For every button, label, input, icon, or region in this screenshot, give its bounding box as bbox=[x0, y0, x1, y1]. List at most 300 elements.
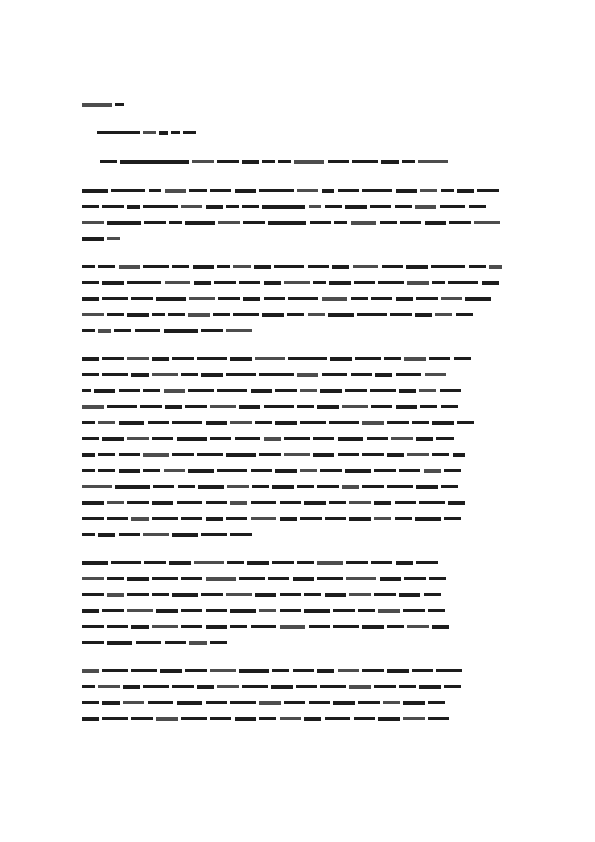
pixelated-word bbox=[230, 609, 256, 613]
pixelated-word bbox=[169, 561, 191, 565]
pixelated-word bbox=[239, 405, 261, 409]
pixelated-word bbox=[425, 221, 447, 225]
pixelated-word bbox=[403, 717, 425, 720]
pixelated-word bbox=[345, 205, 367, 209]
pixelated-word bbox=[407, 625, 429, 628]
pixelated-word bbox=[264, 297, 286, 300]
pixelated-word bbox=[278, 160, 291, 163]
pixelated-word bbox=[239, 669, 269, 673]
pixelated-word bbox=[82, 609, 99, 613]
pixelated-word bbox=[82, 501, 104, 505]
pixelated-word bbox=[82, 517, 104, 520]
pixelated-word bbox=[177, 701, 203, 705]
pixelated-word bbox=[181, 517, 203, 520]
pixelated-word bbox=[275, 469, 297, 473]
pixelated-word bbox=[449, 221, 471, 224]
pixelated-word bbox=[164, 469, 186, 472]
pixelated-word bbox=[325, 517, 347, 520]
pixelated-word bbox=[226, 593, 252, 596]
pixelated-word bbox=[431, 265, 465, 268]
pixelated-word bbox=[308, 313, 325, 316]
pixelated-word bbox=[374, 517, 391, 520]
pixelated-word bbox=[82, 103, 112, 107]
pixelated-word bbox=[243, 297, 260, 301]
pixelated-word bbox=[251, 625, 277, 628]
pixelated-word bbox=[272, 561, 294, 564]
pixelated-word bbox=[119, 265, 141, 269]
pixelated-word bbox=[268, 221, 307, 225]
pixelated-word bbox=[201, 329, 223, 332]
pixelated-word bbox=[375, 373, 392, 377]
pixelated-word bbox=[441, 297, 463, 300]
pixelated-word bbox=[97, 131, 140, 134]
pixelated-word bbox=[420, 405, 437, 408]
pixelated-word bbox=[457, 421, 474, 424]
pixelated-word bbox=[349, 685, 371, 689]
pixelated-word bbox=[284, 281, 310, 284]
pixelated-word bbox=[217, 469, 247, 472]
pixelated-word bbox=[304, 593, 321, 596]
pixelated-word bbox=[354, 717, 376, 720]
pixelated-word bbox=[107, 237, 120, 240]
pixelated-word bbox=[210, 405, 236, 408]
pixelated-word bbox=[313, 453, 335, 457]
pixelated-word bbox=[98, 469, 115, 472]
pixelated-word bbox=[230, 625, 247, 628]
pixelated-word bbox=[156, 717, 178, 721]
pixelated-word bbox=[242, 205, 259, 208]
pixelated-word bbox=[328, 160, 350, 163]
pixelated-word bbox=[193, 265, 215, 269]
pixelated-word bbox=[271, 685, 293, 689]
pixelated-word bbox=[300, 469, 317, 472]
pixelated-word bbox=[396, 189, 418, 193]
pixelated-word bbox=[280, 501, 302, 504]
pixelated-word bbox=[107, 517, 129, 520]
pixelated-word bbox=[206, 701, 228, 704]
pixelated-word bbox=[329, 501, 346, 504]
pixelated-word bbox=[469, 205, 486, 208]
pixelated-word bbox=[264, 437, 281, 441]
pixelated-word bbox=[416, 437, 433, 441]
pixelated-word bbox=[444, 517, 461, 520]
pixelated-word bbox=[102, 701, 119, 705]
pixelated-word bbox=[274, 265, 304, 268]
pixelated-word bbox=[404, 577, 426, 580]
pixelated-word bbox=[328, 313, 354, 317]
pixelated-word bbox=[296, 685, 318, 688]
pixelated-word bbox=[322, 297, 348, 301]
pixelated-word bbox=[255, 421, 272, 424]
pixelated-word bbox=[159, 131, 168, 135]
pixelated-word bbox=[177, 437, 207, 441]
pixelated-word bbox=[382, 265, 404, 268]
pixelated-word bbox=[127, 609, 153, 612]
pixelated-word bbox=[123, 685, 140, 689]
pixelated-word bbox=[148, 701, 174, 704]
pixelated-word bbox=[235, 189, 257, 193]
pixelated-word bbox=[351, 297, 368, 300]
pixelated-word bbox=[396, 373, 422, 376]
pixelated-word bbox=[94, 389, 116, 393]
pixelated-word bbox=[198, 485, 224, 489]
pixelated-word bbox=[172, 685, 194, 688]
pixelated-word bbox=[425, 373, 447, 376]
pixelated-word bbox=[82, 533, 95, 536]
pixelated-word bbox=[284, 437, 310, 440]
pixelated-word bbox=[436, 437, 453, 440]
pixelated-word bbox=[178, 485, 195, 488]
pixelated-word bbox=[259, 609, 276, 612]
pixelated-word bbox=[387, 669, 409, 673]
pixelated-word bbox=[418, 160, 448, 163]
pixelated-word bbox=[98, 421, 115, 424]
pixelated-word bbox=[448, 501, 465, 505]
pixelated-word bbox=[119, 421, 145, 425]
pixelated-word bbox=[102, 437, 124, 441]
pixelated-word bbox=[342, 405, 368, 408]
pixelated-word bbox=[320, 469, 342, 472]
pixelated-word bbox=[143, 533, 169, 536]
pixelated-word bbox=[259, 453, 281, 456]
pixelated-word bbox=[107, 501, 124, 504]
pixelated-word bbox=[330, 357, 352, 361]
pixelated-word bbox=[165, 405, 182, 409]
pixelated-word bbox=[210, 717, 232, 720]
pixelated-word bbox=[177, 501, 203, 504]
pixelated-word bbox=[102, 609, 124, 612]
pixelated-word bbox=[217, 265, 230, 268]
pixelated-word bbox=[304, 501, 326, 505]
pixelated-word bbox=[82, 373, 99, 376]
pixelated-word bbox=[201, 593, 223, 596]
pixelated-word bbox=[264, 405, 294, 408]
pixelated-word bbox=[399, 685, 416, 688]
pixelated-word bbox=[374, 593, 396, 596]
pixelated-word bbox=[226, 517, 248, 520]
pixelated-word bbox=[448, 281, 478, 284]
pixelated-word bbox=[123, 701, 145, 704]
pixelated-word bbox=[218, 221, 240, 224]
pixelated-word bbox=[164, 389, 186, 393]
pixelated-word bbox=[111, 561, 141, 564]
pixelated-word bbox=[194, 561, 224, 564]
pixelated-word bbox=[403, 609, 425, 612]
pixelated-word bbox=[416, 485, 438, 489]
pixelated-word bbox=[243, 221, 265, 224]
pixelated-word bbox=[262, 205, 305, 209]
pixelated-word bbox=[374, 469, 396, 472]
pixelated-word bbox=[82, 669, 99, 673]
pixelated-word bbox=[362, 189, 392, 192]
pixelated-word bbox=[213, 313, 230, 316]
pixelated-word bbox=[210, 641, 227, 644]
pixelated-word bbox=[188, 389, 214, 392]
pixelated-word bbox=[482, 281, 499, 285]
pixelated-word bbox=[82, 421, 95, 424]
pixelated-word bbox=[226, 205, 239, 208]
pixelated-word bbox=[349, 517, 371, 521]
pixelated-word bbox=[197, 357, 227, 360]
pixelated-word bbox=[280, 593, 302, 596]
pixelated-word bbox=[131, 517, 148, 521]
pixelated-word bbox=[82, 437, 99, 440]
pixelated-word bbox=[156, 297, 186, 301]
pixelated-word bbox=[82, 329, 95, 332]
pixelated-word bbox=[119, 533, 141, 536]
pixelated-word bbox=[107, 405, 137, 408]
pixelated-word bbox=[297, 189, 319, 192]
pixelated-word bbox=[349, 593, 371, 596]
pixelated-word bbox=[268, 577, 290, 580]
pixelated-word bbox=[300, 517, 322, 520]
pixelated-word bbox=[304, 717, 321, 721]
pixelated-word bbox=[189, 189, 206, 192]
pixelated-word bbox=[102, 205, 124, 208]
pixelated-word bbox=[320, 389, 342, 393]
pixelated-word bbox=[280, 717, 302, 720]
pixelated-word bbox=[172, 357, 194, 360]
pixelated-word bbox=[115, 485, 149, 489]
pixelated-word bbox=[378, 717, 400, 721]
pixelated-word bbox=[395, 517, 412, 520]
pixelated-word bbox=[82, 389, 91, 392]
pixelated-word bbox=[338, 437, 364, 441]
pixelated-word bbox=[293, 669, 315, 672]
pixelated-word bbox=[107, 313, 124, 316]
pixelated-word bbox=[127, 357, 149, 360]
pixelated-word bbox=[172, 265, 189, 268]
pixelated-word bbox=[119, 389, 141, 392]
pixelated-word bbox=[82, 717, 99, 721]
pixelated-word bbox=[206, 501, 228, 504]
pixelated-word bbox=[396, 561, 413, 565]
pixelated-word bbox=[477, 189, 499, 192]
pixelated-word bbox=[333, 625, 359, 628]
pixelated-word bbox=[210, 669, 236, 672]
pixelated-word bbox=[115, 103, 124, 106]
pixelated-word bbox=[98, 453, 115, 456]
pixelated-word bbox=[469, 265, 486, 268]
pixelated-word bbox=[217, 389, 247, 392]
pixelated-word bbox=[127, 313, 149, 317]
pixelated-word bbox=[98, 329, 111, 333]
pixelated-word bbox=[251, 517, 277, 520]
pixelated-word bbox=[235, 717, 257, 721]
pixelated-word bbox=[143, 205, 177, 208]
pixelated-word bbox=[143, 685, 169, 688]
pixelated-word bbox=[333, 701, 355, 705]
pixelated-word bbox=[262, 313, 284, 317]
pixelated-word bbox=[233, 313, 259, 316]
pixelated-word bbox=[131, 669, 157, 672]
pixelated-word bbox=[310, 221, 332, 224]
pixelated-word bbox=[98, 265, 115, 268]
pixelated-word bbox=[374, 685, 396, 688]
pixelated-word bbox=[153, 485, 175, 488]
pixelated-word bbox=[474, 221, 500, 224]
pixelated-word bbox=[82, 297, 99, 301]
pixelated-word bbox=[332, 265, 349, 269]
pixelated-word bbox=[192, 160, 214, 163]
pixelated-word bbox=[82, 685, 95, 688]
pixelated-word bbox=[259, 701, 281, 705]
pixelated-word bbox=[127, 593, 149, 596]
pixelated-word bbox=[127, 281, 161, 284]
pixelated-word bbox=[189, 641, 206, 645]
pixelated-word bbox=[457, 189, 474, 193]
pixelated-word bbox=[353, 265, 379, 268]
pixelated-word bbox=[131, 717, 153, 720]
pixelated-word bbox=[297, 373, 319, 377]
pixelated-word bbox=[380, 577, 402, 581]
pixelated-word bbox=[181, 373, 198, 376]
pixelated-word bbox=[107, 625, 129, 628]
pixelated-word bbox=[362, 485, 384, 488]
pixelated-word bbox=[342, 485, 359, 489]
pixelated-word bbox=[489, 265, 502, 269]
pixelated-word bbox=[171, 131, 180, 134]
pixelated-word bbox=[272, 669, 289, 672]
pixelated-word bbox=[119, 469, 141, 473]
pixelated-word bbox=[272, 485, 294, 489]
pixelated-word bbox=[362, 669, 384, 672]
pixelated-word bbox=[107, 577, 124, 580]
pixelated-word bbox=[407, 281, 429, 285]
pixelated-word bbox=[362, 421, 384, 425]
pixelated-word bbox=[416, 297, 438, 300]
pixelated-word bbox=[325, 205, 342, 208]
pixelated-word bbox=[230, 357, 252, 361]
pixelated-word bbox=[206, 517, 223, 521]
pixelated-word bbox=[188, 469, 214, 473]
pixelated-word bbox=[371, 561, 393, 564]
pixelated-word bbox=[143, 265, 169, 268]
pixelated-word bbox=[333, 609, 355, 612]
pixelated-word bbox=[217, 685, 239, 688]
pixelated-word bbox=[325, 717, 351, 720]
pixelated-word bbox=[185, 221, 215, 225]
pixelated-word bbox=[82, 281, 99, 284]
pixelated-word bbox=[230, 701, 256, 704]
pixelated-word bbox=[143, 131, 156, 134]
pixelated-word bbox=[259, 373, 293, 376]
pixelated-word bbox=[127, 577, 149, 581]
pixelated-word bbox=[82, 485, 112, 488]
pixelated-word bbox=[275, 421, 297, 425]
pixelated-word bbox=[82, 237, 104, 241]
pixelated-word bbox=[338, 453, 360, 456]
pixelated-word bbox=[247, 561, 269, 565]
pixelated-word bbox=[317, 577, 343, 580]
pixelated-word bbox=[432, 453, 449, 456]
pixelated-word bbox=[135, 329, 161, 332]
pixelated-word bbox=[358, 701, 380, 704]
pixelated-word bbox=[329, 421, 359, 424]
pixelated-word bbox=[251, 501, 277, 504]
pixelated-word bbox=[82, 561, 108, 565]
pixelated-word bbox=[387, 421, 409, 424]
pixelated-word bbox=[440, 389, 462, 392]
pixelated-word bbox=[143, 389, 160, 392]
pixelated-word bbox=[358, 609, 375, 612]
pixelated-word bbox=[233, 265, 250, 268]
pixelated-word bbox=[370, 389, 396, 392]
pixelated-word bbox=[152, 517, 178, 520]
pixelated-word bbox=[346, 577, 376, 580]
pixelated-word bbox=[181, 625, 203, 628]
pixelated-word bbox=[395, 501, 417, 504]
pixelated-word bbox=[143, 453, 169, 457]
pixelated-word bbox=[120, 160, 189, 164]
pixelated-word bbox=[102, 717, 128, 720]
pixelated-word bbox=[297, 485, 314, 488]
pixelated-word bbox=[259, 189, 293, 192]
pixelated-word bbox=[152, 357, 169, 361]
pixelated-word bbox=[111, 189, 145, 192]
pixelated-word bbox=[355, 357, 381, 360]
pixelated-word bbox=[131, 373, 148, 377]
pixelated-word bbox=[82, 453, 95, 457]
pixelated-word bbox=[127, 205, 140, 209]
pixelated-word bbox=[82, 221, 104, 224]
pixelated-word bbox=[226, 373, 256, 376]
pixelated-word bbox=[383, 701, 400, 704]
pixelated-word bbox=[156, 609, 178, 613]
pixelated-word bbox=[284, 453, 310, 456]
pixelated-word bbox=[441, 485, 458, 488]
pixelated-word bbox=[362, 453, 384, 456]
pixelated-word bbox=[168, 313, 185, 316]
pixelated-word bbox=[351, 373, 373, 376]
pixelated-word bbox=[325, 593, 347, 597]
pixelated-word bbox=[322, 189, 335, 193]
pixelated-word bbox=[152, 437, 174, 440]
pixelated-word bbox=[380, 221, 397, 224]
pixelated-word bbox=[197, 453, 223, 456]
pixelated-word bbox=[82, 313, 104, 316]
pixelated-word bbox=[172, 533, 198, 537]
pixelated-word bbox=[210, 189, 232, 192]
pixelated-word bbox=[82, 593, 104, 596]
pixelated-word bbox=[444, 685, 461, 688]
pixelated-word bbox=[313, 281, 326, 284]
pixelated-word bbox=[387, 453, 404, 457]
pixelated-word bbox=[399, 593, 421, 597]
pixelated-word bbox=[227, 485, 249, 488]
pixelated-word bbox=[406, 265, 428, 269]
pixelated-word bbox=[308, 265, 330, 268]
pixelated-word bbox=[82, 189, 108, 193]
pixelated-word bbox=[435, 313, 452, 316]
pixelated-word bbox=[419, 685, 441, 689]
pixelated-word bbox=[152, 501, 174, 505]
pixelated-word bbox=[210, 437, 232, 440]
pixelated-word bbox=[419, 389, 436, 392]
pixelated-word bbox=[322, 373, 348, 376]
pixelated-word bbox=[82, 641, 104, 644]
pixelated-word bbox=[131, 625, 148, 629]
pixelated-word bbox=[300, 421, 326, 424]
pixelated-word bbox=[172, 593, 198, 597]
pixelated-word bbox=[428, 701, 445, 704]
pixelated-word bbox=[404, 357, 426, 361]
pixelated-word bbox=[357, 313, 387, 316]
pixelated-word bbox=[412, 669, 434, 672]
pixelated-word bbox=[412, 421, 429, 424]
pixelated-word bbox=[338, 189, 360, 192]
pixelated-word bbox=[226, 453, 256, 457]
